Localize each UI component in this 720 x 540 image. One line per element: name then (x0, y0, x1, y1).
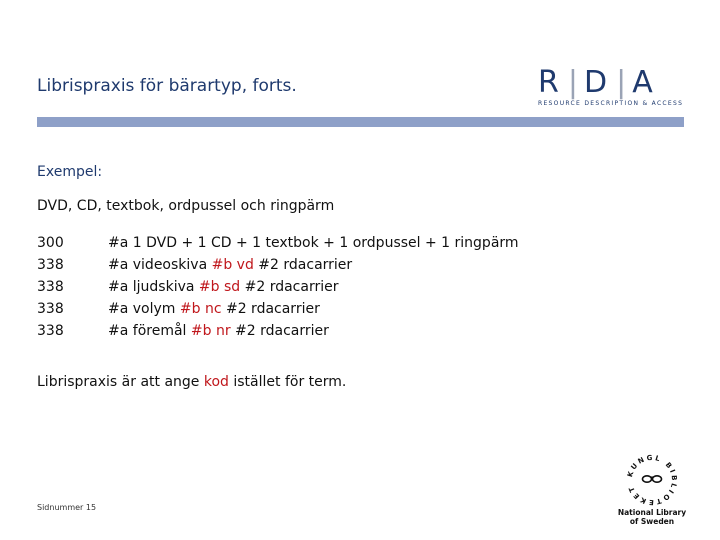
rda-letter-r: R (538, 65, 568, 100)
marc-row (37, 232, 519, 254)
slide-title: Librispraxis för bärartyp, forts. (37, 76, 297, 96)
practice-note (37, 374, 346, 390)
national-library-logo (612, 448, 692, 526)
note-text-end: istället för term. (228, 374, 347, 390)
marc-tag: 300 (37, 235, 64, 251)
kb-name-line2: of Sweden (629, 517, 675, 526)
kb-logo-name (612, 508, 692, 526)
slide-number: Sidnummer 15 (37, 503, 97, 512)
marc-subfield-2: #2 rdacarrier (230, 323, 329, 339)
marc-row (37, 254, 519, 276)
marc-subfield-2: #2 rdacarrier (253, 257, 353, 273)
marc-tag: 338 (37, 279, 64, 295)
rda-logo-tagline: RESOURCE DESCRIPTION & ACCESS (538, 100, 684, 107)
rda-logo (538, 65, 684, 110)
example-subtitle: DVD, CD, textbok, ordpussel och ringpärm (37, 198, 335, 214)
marc-subfield-2: #2 rdacarrier (240, 279, 339, 295)
rda-letter-a: A (632, 65, 662, 100)
marc-code-highlight: #b vd (211, 257, 254, 273)
marc-row (37, 320, 519, 342)
marc-tag: 338 (37, 301, 64, 317)
rda-letter-d: D (583, 65, 617, 100)
marc-row (37, 298, 519, 320)
note-highlight: kod (203, 374, 229, 390)
kb-ring-text: KUNGL BIBLIOTEKET (626, 453, 679, 507)
marc-code-list (37, 232, 519, 342)
marc-field-text (108, 276, 338, 298)
marc-subfield-a: #a videoskiva (108, 257, 212, 273)
marc-tag: 338 (37, 323, 64, 339)
marc-subfield-a: #a volym (108, 301, 180, 317)
rda-logo-letters (538, 65, 683, 100)
rda-separator: | (616, 65, 633, 100)
marc-field-text (108, 320, 329, 342)
kb-name-line1: National Library (617, 508, 687, 517)
section-label: Exempel: (37, 164, 103, 180)
marc-row (37, 276, 519, 298)
note-text: Librispraxis är att ange (37, 374, 204, 390)
marc-field-text: #a 1 DVD + 1 CD + 1 textbok + 1 ordpussel + 1 ringpärm (108, 235, 519, 251)
marc-subfield-a: #a föremål (108, 323, 191, 339)
marc-subfield-a: #a ljudskiva (108, 279, 199, 295)
marc-code-highlight: #b nc (179, 301, 222, 317)
marc-code-highlight: #b sd (198, 279, 241, 295)
marc-field-text (108, 254, 352, 276)
marc-subfield-2: #2 rdacarrier (221, 301, 320, 317)
kb-seal-icon (612, 448, 692, 508)
rda-separator: | (567, 65, 584, 100)
title-rule (37, 117, 684, 127)
marc-tag: 338 (37, 257, 64, 273)
marc-code-highlight: #b nr (190, 323, 231, 339)
marc-field-text (108, 298, 320, 320)
